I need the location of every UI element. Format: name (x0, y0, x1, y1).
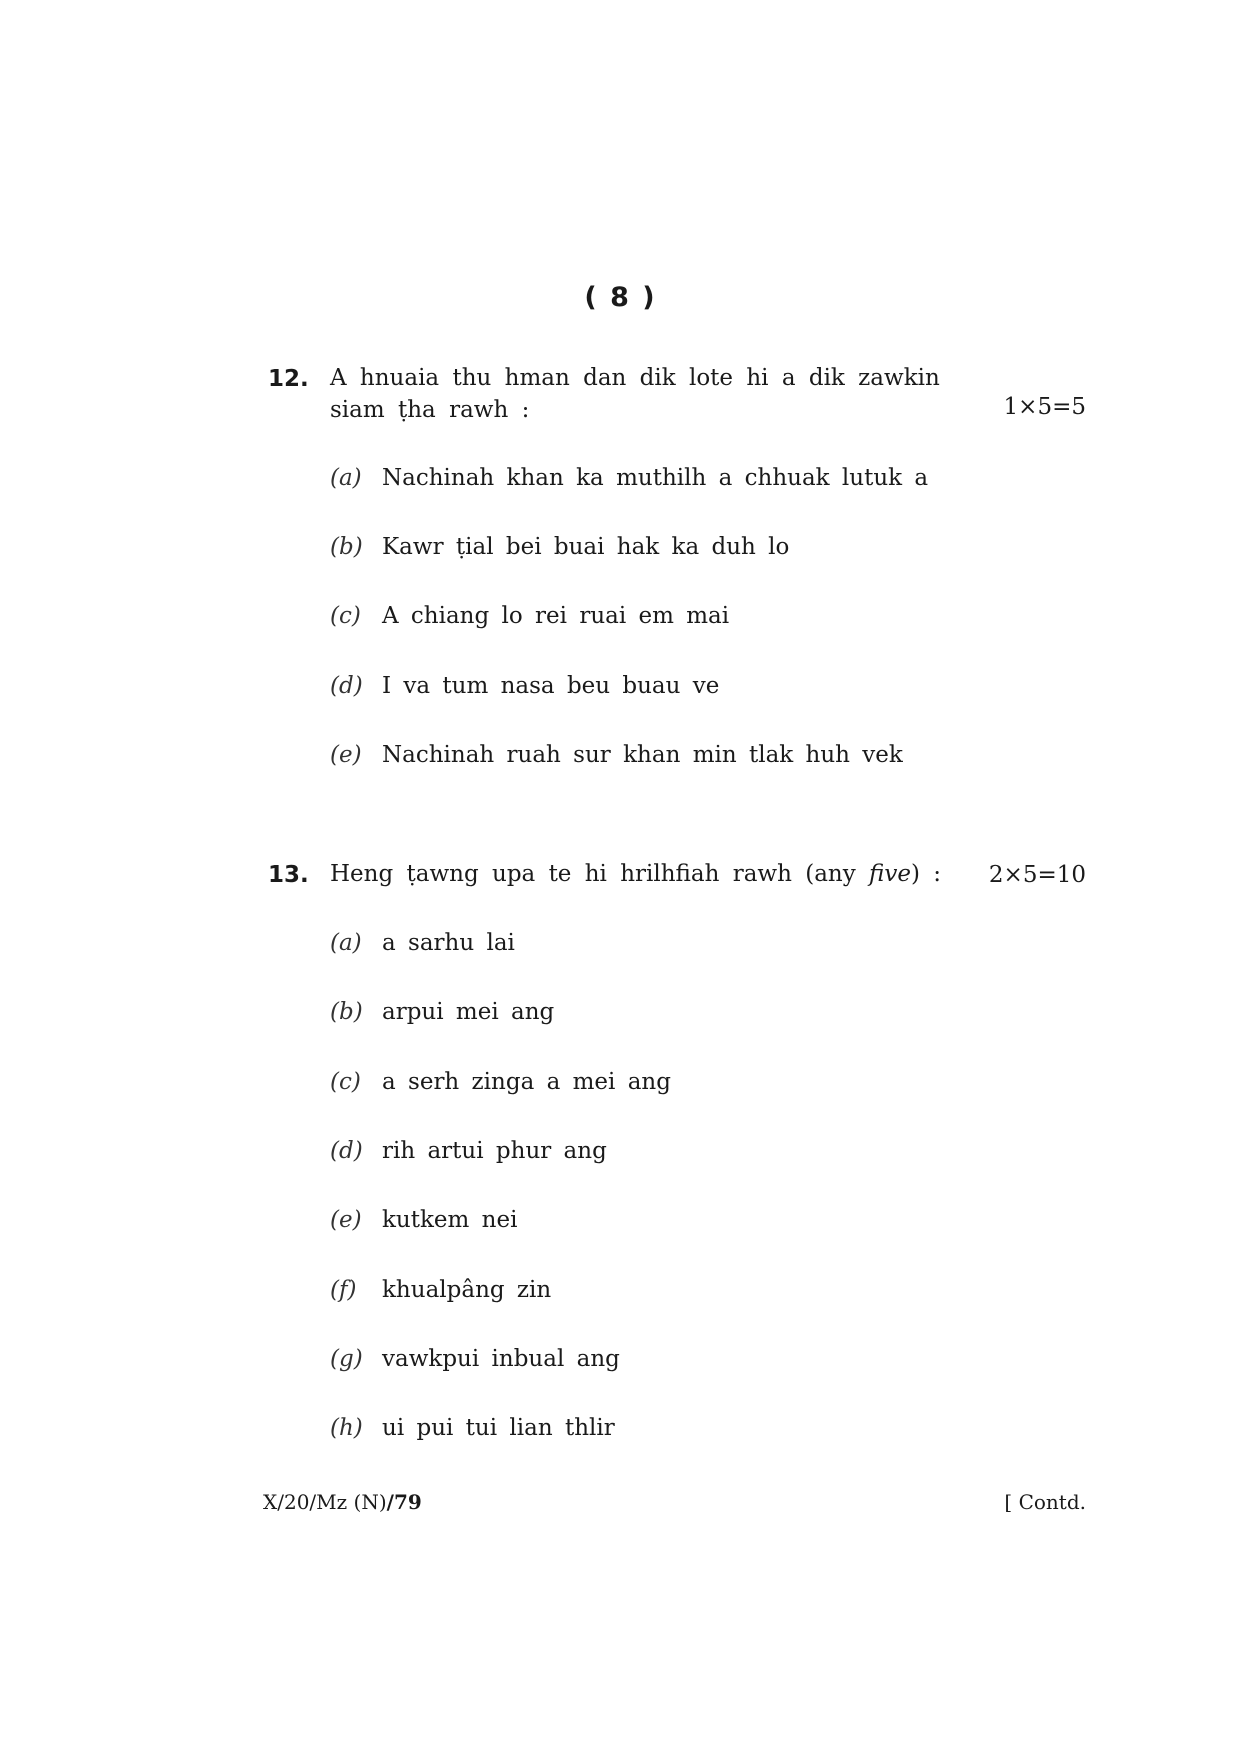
item-text: a sarhu lai (382, 930, 515, 956)
item-label: (b) (330, 534, 363, 560)
item-label: (d) (330, 673, 363, 699)
question-13-text-before: Heng ṭawng upa te hi hrilhfiah rawh (any (330, 861, 870, 887)
question-12-marks: 1×5=5 (1003, 394, 1086, 420)
q12-item-c (330, 603, 729, 629)
paper-code (263, 1490, 422, 1514)
q12-item-d (330, 673, 719, 699)
question-12-text (330, 362, 940, 426)
question-13-marks: 2×5=10 (988, 862, 1086, 888)
item-text: Nachinah khan ka muthilh a chhuak lutuk a (382, 465, 929, 491)
item-label: (a) (330, 930, 362, 956)
q13-item-c (330, 1069, 671, 1095)
item-label: (g) (330, 1346, 363, 1372)
item-text: khualpâng zin (382, 1277, 552, 1303)
contd-label: [ Contd. (1004, 1490, 1086, 1514)
item-text: A chiang lo rei ruai em mai (382, 603, 730, 629)
q13-item-a (330, 930, 515, 956)
q13-item-g (330, 1346, 620, 1372)
q13-item-b (330, 999, 554, 1025)
question-13-text-italic: five (869, 861, 911, 887)
item-text: Nachinah ruah sur khan min tlak huh vek (382, 742, 903, 768)
item-label: (c) (330, 603, 361, 629)
item-label: (c) (330, 1069, 361, 1095)
paper-code-suffix: /79 (386, 1490, 422, 1514)
q13-item-f (330, 1277, 551, 1303)
item-label: (f) (330, 1277, 357, 1303)
question-12-line-1: A hnuaia thu hman dan dik lote hi a dik zawkin (330, 365, 940, 391)
q13-item-e (330, 1207, 517, 1233)
q12-item-b (330, 534, 789, 560)
q12-item-e (330, 742, 903, 768)
item-text: kutkem nei (382, 1207, 518, 1233)
item-text: ui pui tui lian thlir (382, 1415, 615, 1441)
paper-code-prefix: X/20/Mz (N) (263, 1490, 387, 1514)
item-label: (h) (330, 1415, 363, 1441)
item-label: (d) (330, 1138, 363, 1164)
item-label: (b) (330, 999, 363, 1025)
item-text: I va tum nasa beu buau ve (382, 673, 720, 699)
item-text: rih artui phur ang (382, 1138, 607, 1164)
item-text: vawkpui inbual ang (382, 1346, 620, 1372)
page-number: ( 8 ) (584, 282, 657, 313)
q13-item-d (330, 1138, 607, 1164)
item-text: arpui mei ang (382, 999, 555, 1025)
question-13-text-after: ) : (911, 861, 942, 887)
item-label: (e) (330, 742, 362, 768)
q12-item-a (330, 465, 928, 491)
q13-item-h (330, 1415, 615, 1441)
item-text: Kawr ṭial bei buai hak ka duh lo (382, 534, 790, 560)
item-label: (a) (330, 465, 362, 491)
question-12-number: 12. (268, 366, 309, 392)
question-13-number: 13. (268, 862, 309, 888)
question-12-line-2: siam ṭha rawh : (330, 397, 530, 423)
question-13-text (330, 858, 941, 890)
item-label: (e) (330, 1207, 362, 1233)
item-text: a serh zinga a mei ang (382, 1069, 671, 1095)
